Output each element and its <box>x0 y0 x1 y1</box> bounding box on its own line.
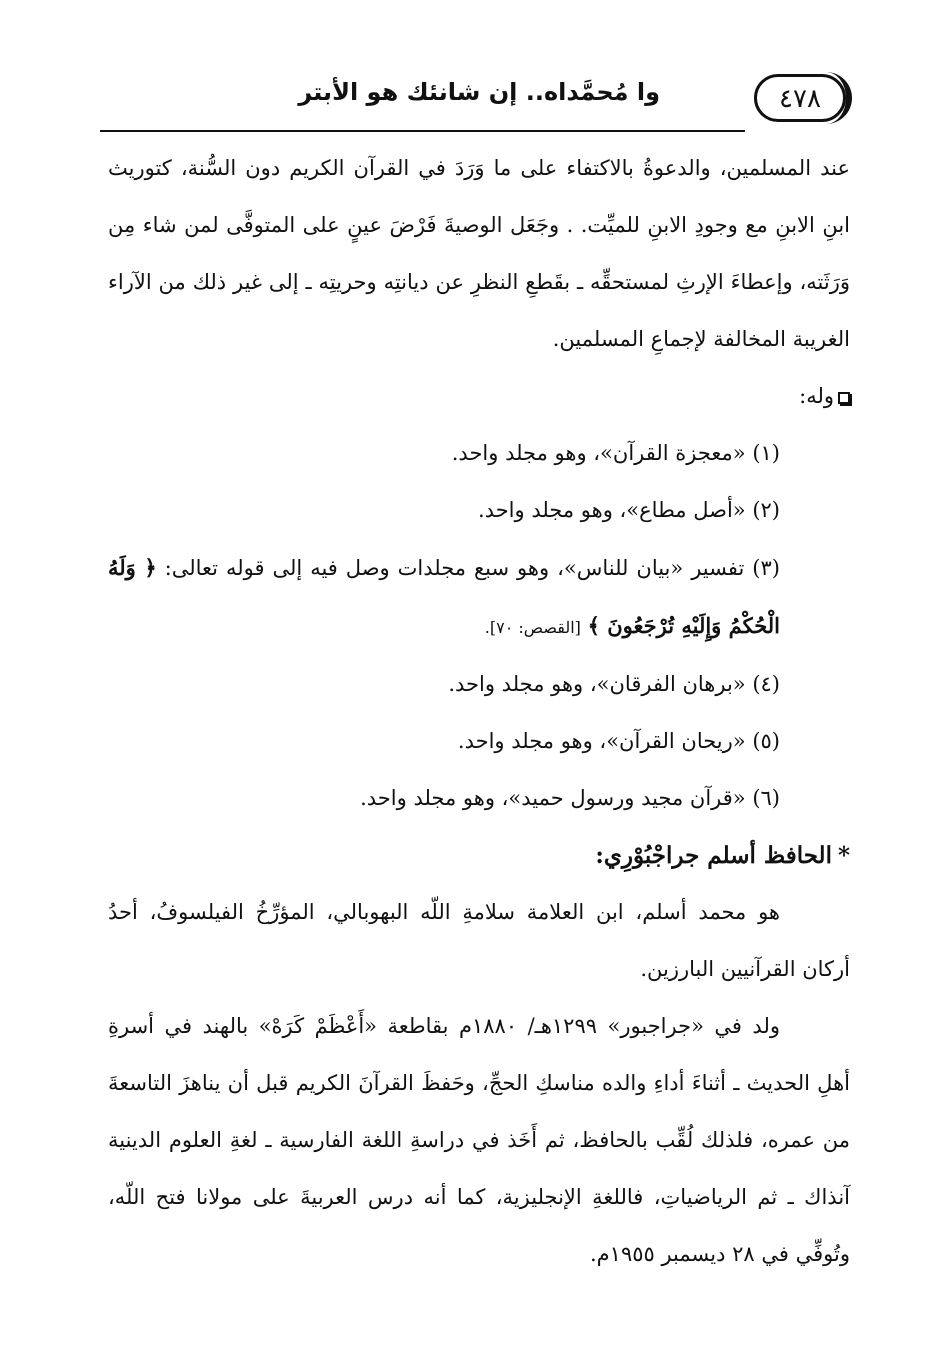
works-intro <box>108 368 850 425</box>
work-item-4: (٤) «برهان الفرقان»، وهو مجلد واحد. <box>448 672 780 696</box>
work-item-3 <box>108 539 850 656</box>
page-header <box>100 66 860 132</box>
quran-reference: [القصص: ٧٠]. <box>484 618 581 637</box>
header-divider <box>100 130 745 132</box>
paragraph-2: هو محمد أسلم، ابن العلامة سلامةِ اللّه البهوبالي، المؤرِّخُ الفيلسوفُ، أحدُ أركان القرآنيين البارزين. <box>108 900 850 981</box>
quran-verse: ﴿ وَلَهُ الْحُكْمُ وَإِلَيْهِ تُرْجَعُونَ ﴾ <box>108 555 780 638</box>
work-item-5: (٥) «ريحان القرآن»، وهو مجلد واحد. <box>457 729 780 753</box>
asterisk-icon: * <box>837 842 850 869</box>
page-body <box>108 140 850 1283</box>
paragraph-1: عند المسلمين، والدعوةُ بالاكتفاء على ما وَرَدَ في القرآن الكريم دون السُّنة، كتوريث ابنِ الابنِ مع وجودِ الابنِ للميِّت. . وجَعَل الوصيةَ فَرْضَ عينٍ على المتوفَّى لمن شاء مِن وَرَثَته، وإعطاءَ الإرثِ لمستحقِّه ـ بقَطعِ النظرِ عن ديانتِه وحريتِه ـ إلى غير ذلك من الآراء الغريبة المخالفة لإجماعِ المسلمين. <box>108 156 850 351</box>
box-bullet-icon <box>838 392 850 404</box>
work-item-6: (٦) «قرآن مجيد ورسول حميد»، وهو مجلد واحد. <box>360 786 780 810</box>
page-number-badge <box>754 74 846 122</box>
work-item-2: (٢) «أصل مطاع»، وهو مجلد واحد. <box>478 498 780 522</box>
work-item-3-text: (٣) تفسير «بيان للناس»، وهو سبع مجلدات وصل فيه إلى قوله تعالى: <box>164 556 780 580</box>
paragraph-3: ولد في «جراجبور» ١٢٩٩هـ/ ١٨٨٠م بقاطعة «أَعْظَمْ كَرَهْ» بالهند في أسرةِ أهلِ الحديث ـ أثناءَ أداءِ والده مناسكِ الحجِّ، وحَفظَ القرآنَ الكريم قبل أن يناهزَ التاسعةَ من عمره، فلذلك لُقِّب بالحافظ، ثم أَخَذ في دراسةِ اللغة الفارسية ـ لغةِ العلوم الدينية آنذاك ـ ثم الرياضياتِ، فاللغةِ الإنجليزية، كما أنه درس العربيةَ على مولانا فتح اللّه، وتُوفِّي في ٢٨ ديسمبر ١٩٥٥م. <box>108 1014 850 1266</box>
running-title: وا مُحمَّداه.. إن شانئك هو الأبتر <box>298 78 660 106</box>
page-number: ٤٧٨ <box>779 84 821 114</box>
works-intro-label: وله: <box>799 384 834 408</box>
section-heading <box>108 827 850 884</box>
work-item-1: (١) «معجزة القرآن»، وهو مجلد واحد. <box>451 441 780 465</box>
section-heading-text: الحافظ أسلم جراجْبُوْرِي: <box>595 842 832 869</box>
